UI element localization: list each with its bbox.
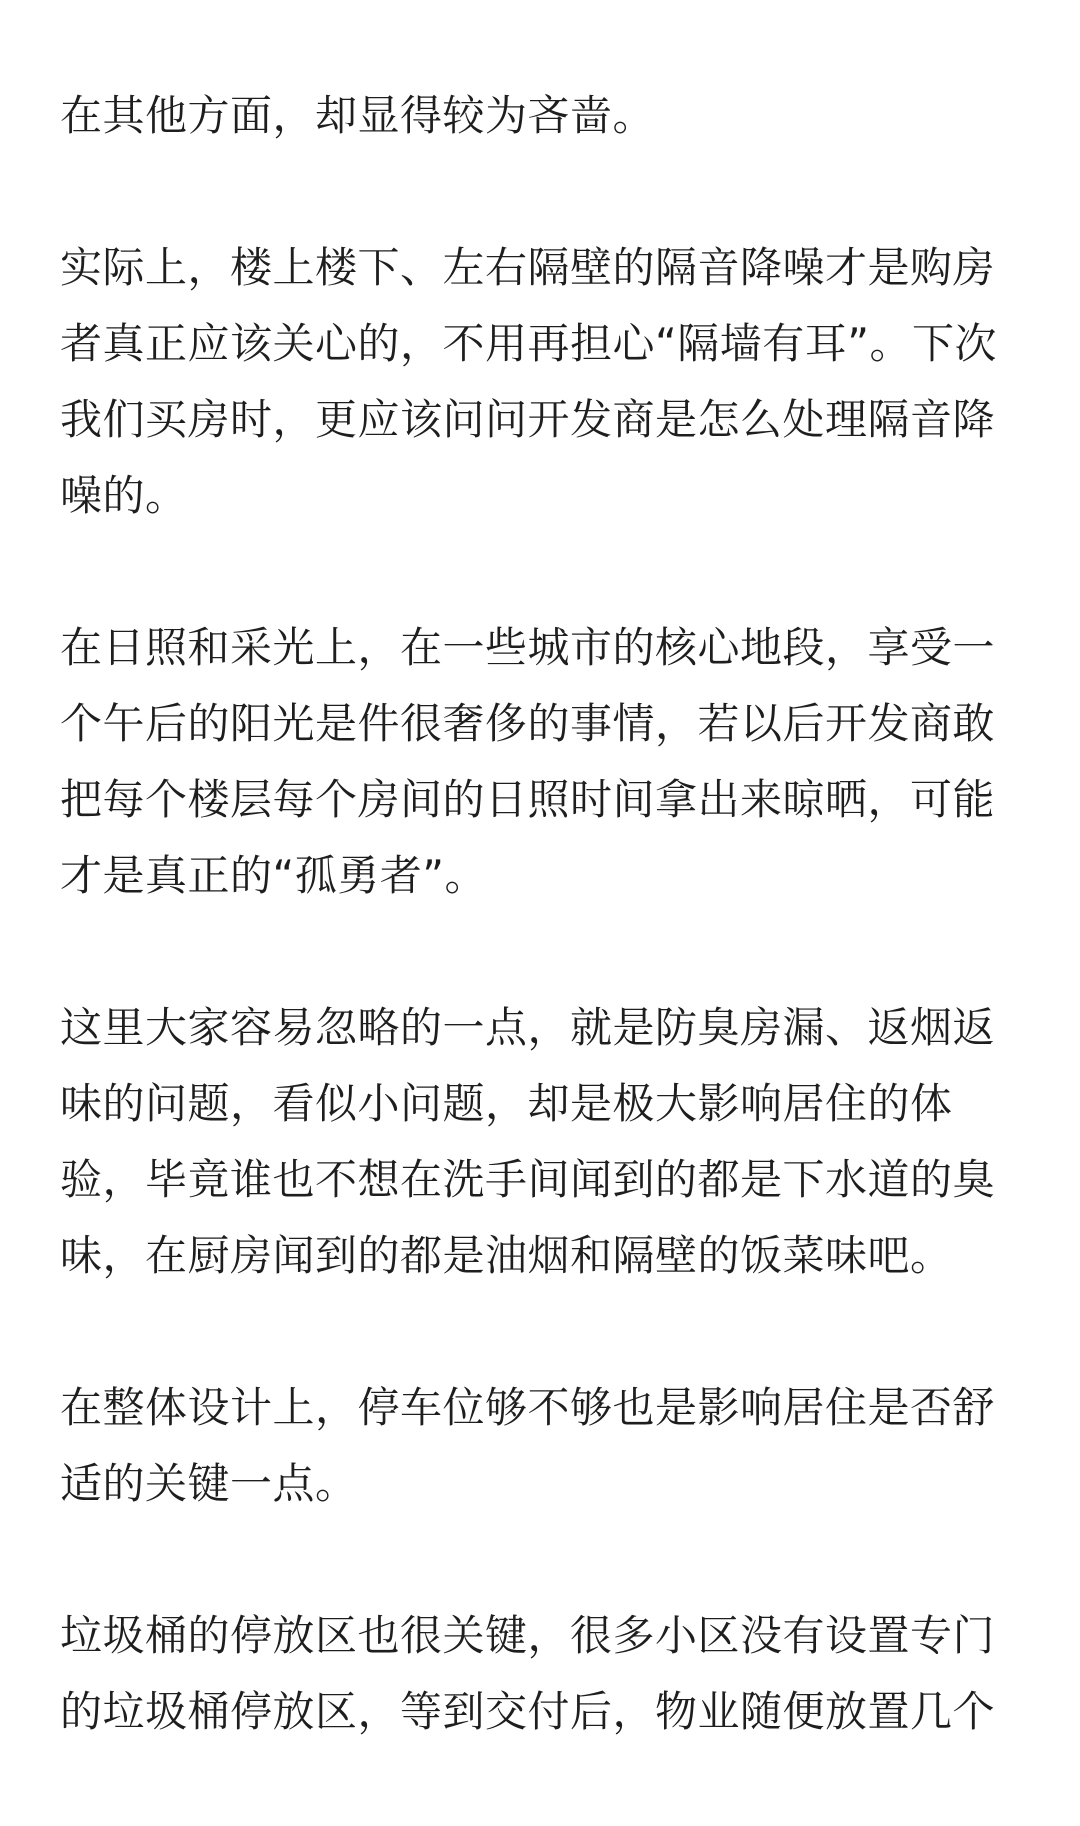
text-line: 的垃圾桶停放区，等到交付后，物业随便放置几个 [60,1687,996,1736]
text-line: 在其他方面，却显得较为吝啬。 [60,91,656,140]
text-line: 适的关键一点。 [60,1459,358,1508]
paragraph-4 [60,990,1040,1294]
text-line: 这里大家容易忽略的一点，就是防臭房漏、返烟返 [60,1003,996,1052]
text-line: 垃圾桶的停放区也很关键，很多小区没有设置专门 [60,1611,996,1660]
paragraph-2 [60,230,1040,534]
paragraph-6 [60,1598,1040,1750]
text-line: 在日照和采光上，在一些城市的核心地段，享受一 [60,623,996,672]
text-line: 实际上，楼上楼下、左右隔壁的隔音降噪才是购房 [60,243,996,292]
text-line: 我们买房时，更应该问问开发商是怎么处理隔音降 [60,395,996,444]
paragraph-3 [60,610,1040,914]
text-line: 把每个楼层每个房间的日照时间拿出来晾晒，可能 [60,775,996,824]
text-line: 味，在厨房闻到的都是油烟和隔壁的饭菜味吧。 [60,1231,953,1280]
paragraph-1 [60,78,1040,154]
text-line: 在整体设计上，停车位够不够也是影响居住是否舒 [60,1383,996,1432]
text-line: 验，毕竟谁也不想在洗手间闻到的都是下水道的臭 [60,1155,996,1204]
text-line: 噪的。 [60,471,188,520]
text-line: 个午后的阳光是件很奢侈的事情，若以后开发商敢 [60,699,996,748]
paragraph-5 [60,1370,1040,1522]
text-line: 才是真正的“孤勇者”。 [60,851,488,900]
article-body [60,78,1040,1826]
text-line: 味的问题，看似小问题，却是极大影响居住的体 [60,1079,953,1128]
text-line: 者真正应该关心的，不用再担心“隔墙有耳”。下次 [60,319,998,368]
